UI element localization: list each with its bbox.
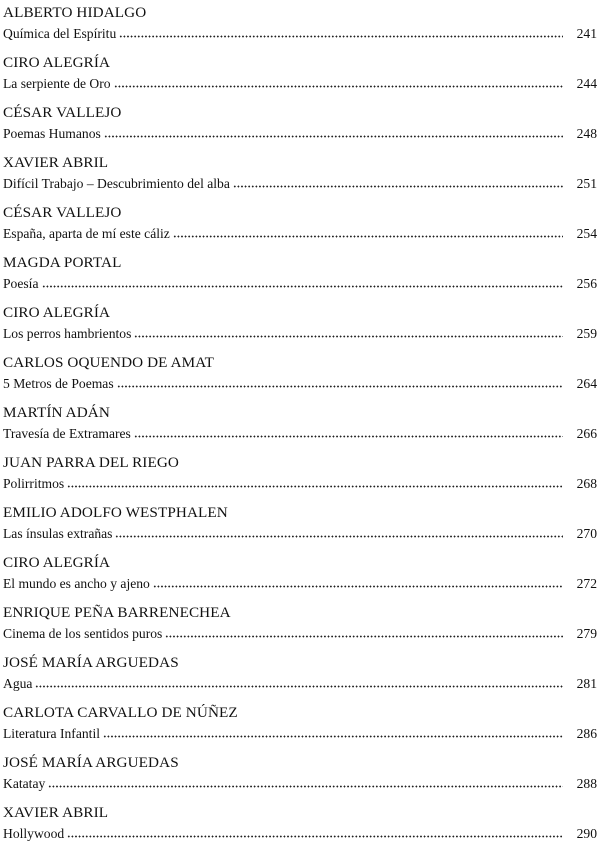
title-line [3,424,597,443]
author-name: CIRO ALEGRÍA [3,304,111,321]
work-title: 5 Metros de Poemas [3,376,114,391]
dot-leader [233,185,563,188]
toc-entry [3,353,597,397]
author-name: MAGDA PORTAL [3,254,122,271]
toc-entry [3,203,597,247]
page-number: 256 [576,276,597,291]
work-title: Cinema de los sentidos puros [3,626,163,641]
page-number: 241 [576,26,597,41]
title-line [3,674,597,693]
page-number: 248 [576,126,597,141]
page-number: 272 [576,576,597,591]
page-number: 264 [576,376,597,391]
title-line [3,74,597,93]
page-number: 259 [576,326,597,341]
title-line [3,574,597,593]
page-number: 279 [576,626,597,641]
toc-entry [3,253,597,297]
author-name: XAVIER ABRIL [3,154,109,171]
work-title: Hollywood [3,826,65,841]
title-line [3,324,597,343]
title-line [3,724,597,743]
author-name: ALBERTO HIDALGO [3,4,147,21]
toc-entry [3,153,597,197]
toc-entry [3,753,597,797]
work-title: España, aparta de mí este cáliz [3,226,170,241]
title-line [3,224,597,243]
work-title: La serpiente de Oro [3,76,111,91]
toc-entry [3,553,597,597]
author-name: JOSÉ MARÍA ARGUEDAS [3,654,179,671]
author-name: CÉSAR VALLEJO [3,104,122,121]
title-line [3,24,597,43]
work-title: Literatura Infantil [3,726,100,741]
page-number: 244 [576,76,597,91]
author-name: CARLOS OQUENDO DE AMAT [3,354,215,371]
author-name: CIRO ALEGRÍA [3,54,111,71]
work-title: El mundo es ancho y ajeno [3,576,150,591]
title-line [3,124,597,143]
work-title: Agua [3,676,33,691]
author-name: CIRO ALEGRÍA [3,554,111,571]
toc-entry [3,803,597,847]
author-name: XAVIER ABRIL [3,804,109,821]
title-line [3,474,597,493]
dot-leader [67,835,563,838]
page-number: 254 [576,226,597,241]
page-number: 270 [576,526,597,541]
toc-entry [3,403,597,447]
dot-leader [115,535,563,538]
dot-leader [42,285,564,288]
title-line [3,274,597,293]
dot-leader [153,585,563,588]
toc-entry [3,503,597,547]
toc-entry [3,303,597,347]
title-line [3,374,597,393]
work-title: Travesía de Extramares [3,426,131,441]
toc-entry [3,53,597,97]
title-line [3,824,597,843]
dot-leader [134,435,563,438]
author-name: CARLOTA CARVALLO DE NÚÑEZ [3,704,238,721]
page-number: 281 [576,676,597,691]
author-name: JUAN PARRA DEL RIEGO [3,454,179,471]
page-number: 251 [576,176,597,191]
work-title: Química del Espíritu [3,26,117,41]
page-number: 266 [576,426,597,441]
dot-leader [104,135,563,138]
page-number: 288 [576,776,597,791]
dot-leader [173,235,563,238]
title-line [3,774,597,793]
author-name: JOSÉ MARÍA ARGUEDAS [3,754,179,771]
dot-leader [119,35,563,38]
author-name: EMILIO ADOLFO WESTPHALEN [3,504,228,521]
dot-leader [48,785,563,788]
toc-entry [3,653,597,697]
dot-leader [165,635,563,638]
toc-entry [3,603,597,647]
title-line [3,624,597,643]
toc-entry [3,453,597,497]
work-title: Poemas Humanos [3,126,101,141]
author-name: MARTÍN ADÁN [3,404,110,421]
dot-leader [103,735,563,738]
title-line [3,174,597,193]
work-title: Polirritmos [3,476,65,491]
page-number: 268 [576,476,597,491]
page-number: 286 [576,726,597,741]
work-title: Difícil Trabajo – Descubrimiento del alba [3,176,230,191]
dot-leader [35,685,563,688]
dot-leader [117,385,563,388]
toc-entry [3,703,597,747]
author-name: ENRIQUE PEÑA BARRENECHEA [3,604,231,621]
work-title: Los perros hambrientos [3,326,132,341]
dot-leader [134,335,563,338]
work-title: Las ínsulas extrañas [3,526,113,541]
author-name: CÉSAR VALLEJO [3,204,122,221]
title-line [3,524,597,543]
page-number: 290 [576,826,597,841]
dot-leader [67,485,563,488]
toc-entry [3,103,597,147]
toc-entry [3,3,597,47]
work-title: Katatay [3,776,46,791]
dot-leader [114,85,563,88]
work-title: Poesía [3,276,39,291]
